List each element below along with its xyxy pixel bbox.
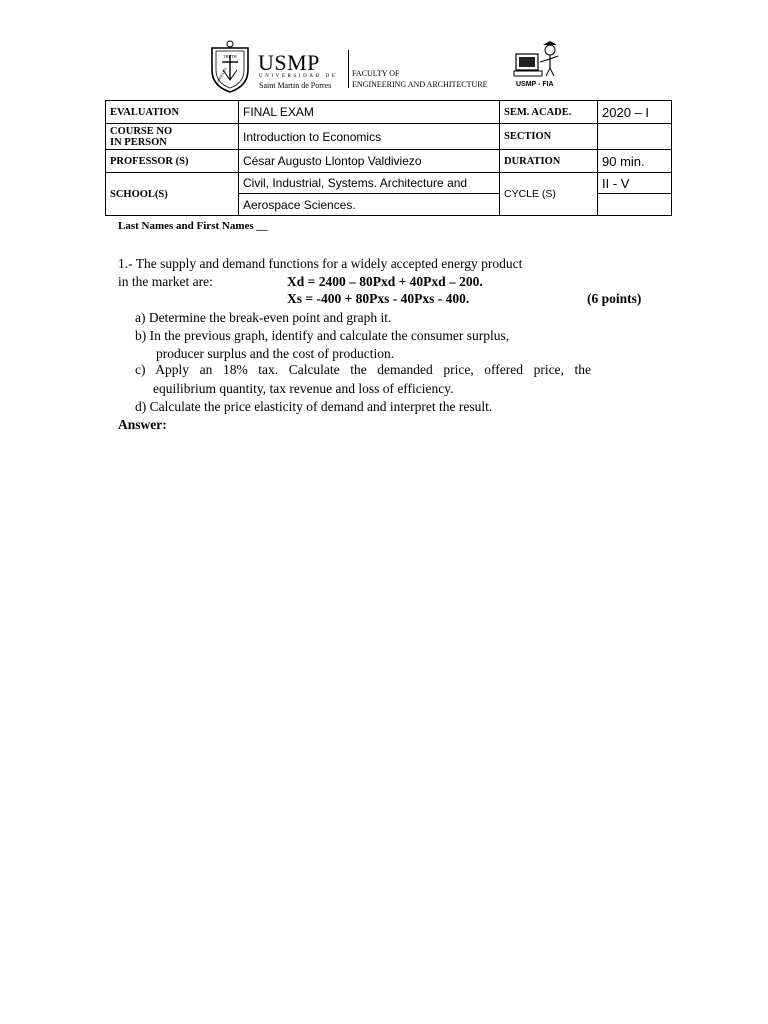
university-crest-logo <box>208 40 252 94</box>
item-d: d) Calculate the price elasticity of demand and interpret the result. <box>135 399 493 414</box>
duration-value: 90 min. <box>598 150 672 173</box>
fia-computer-logo <box>510 40 564 80</box>
course-label <box>106 124 239 150</box>
course-value: Introduction to Economics <box>239 124 500 150</box>
table-row <box>106 124 672 150</box>
professor-value: César Augusto Llontop Valdiviezo <box>239 150 500 173</box>
question-line-2: in the market are: <box>118 274 213 289</box>
header-divider <box>348 50 349 88</box>
table-row <box>106 101 672 124</box>
table-row <box>106 173 672 194</box>
item-a: a) Determine the break-even point and graph it. <box>135 310 392 325</box>
faculty-line-2: ENGINEERING AND ARCHITECTURE <box>352 80 488 89</box>
demand-equation: Xd = 2400 – 80Pxd + 40Pxd – 200. <box>287 274 483 289</box>
section-label: SECTION <box>500 124 598 150</box>
sem-label: SEM. ACADE. <box>500 101 598 124</box>
university-subtitle: UNIVERSIDAD DE <box>259 74 338 79</box>
sem-value: 2020 – I <box>598 101 672 124</box>
item-c-line-2: equilibrium quantity, tax revenue and loss of efficiency. <box>153 381 454 396</box>
duration-label: DURATION <box>500 150 598 173</box>
fia-label: USMP - FIA <box>516 81 554 88</box>
crest-text-side: LIBERALIS <box>215 67 228 85</box>
cycle-value: II - V <box>598 173 672 194</box>
item-c-line-1: c) Apply an 18% tax. Calculate the demanded price, offered price, the <box>135 362 591 377</box>
cycle-empty-cell <box>598 194 672 216</box>
university-acronym: USMP <box>258 50 320 75</box>
question-line-1: 1.- The supply and demand functions for a widely accepted energy product <box>118 256 523 271</box>
school-value-line-1: Civil, Industrial, Systems. Architecture and <box>239 173 500 194</box>
item-b-line-1: b) In the previous graph, identify and calculate the consumer surplus, <box>135 328 510 343</box>
professor-label: PROFESSOR (S) <box>106 150 239 173</box>
section-value <box>598 124 672 150</box>
document-header <box>208 40 568 94</box>
faculty-line-1: FACULTY OF <box>352 69 400 78</box>
exam-info-table <box>105 100 672 216</box>
course-label-line-2: IN PERSON <box>110 136 167 148</box>
cycle-label: CYCLE (S) <box>500 173 598 216</box>
evaluation-label: EVALUATION <box>106 101 239 124</box>
item-b-line-2: producer surplus and the cost of production. <box>156 346 395 361</box>
points-value: (6 points) <box>587 291 642 306</box>
supply-equation: Xs = -400 + 80Pxs - 40Pxs - 400. <box>287 291 470 306</box>
school-label: SCHOOL(S) <box>106 173 239 216</box>
evaluation-value: FINAL EXAM <box>239 101 500 124</box>
answer-label: Answer: <box>118 417 167 432</box>
school-value-line-2: Aerospace Sciences. <box>239 194 500 216</box>
crest-text-top: TRUTH <box>223 54 237 59</box>
university-name: Saint Martin de Porres <box>259 81 332 90</box>
course-label-line-1: COURSE NO <box>110 125 173 137</box>
student-names-line: Last Names and First Names __ <box>118 220 268 232</box>
table-row <box>106 150 672 173</box>
